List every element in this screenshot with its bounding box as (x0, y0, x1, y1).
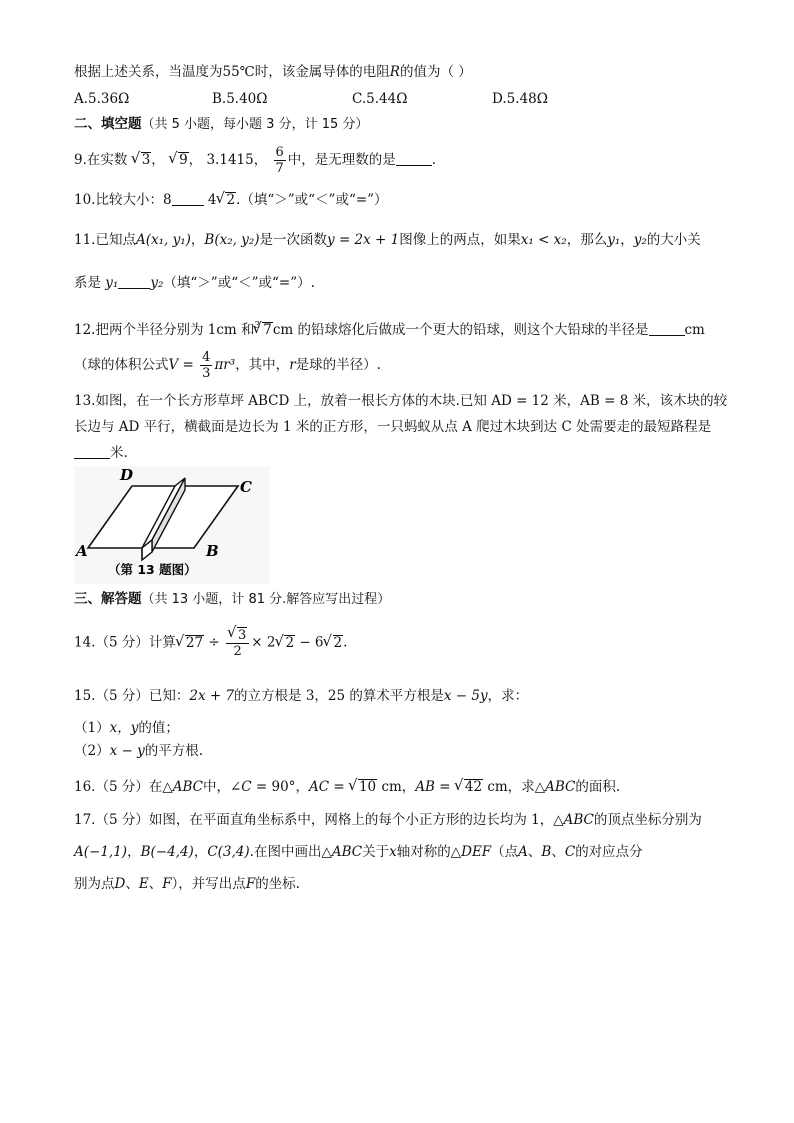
label-b: B (206, 542, 219, 560)
q17-text-i: ），并写出点 (171, 876, 246, 892)
q17-line3 (74, 874, 300, 894)
q9-prefix: 9.在实数 (74, 152, 128, 168)
q16-sqrt10-value: 10 (358, 779, 377, 795)
q8-stem (74, 62, 472, 82)
q12-answer-blank[interactable] (649, 321, 685, 336)
q14-times: × 2 (251, 634, 276, 651)
q12-text-c: ，其中， (235, 357, 290, 373)
q11-line2-y2: y₂ (150, 275, 164, 291)
q14-frac-sqrt3 (228, 627, 247, 643)
q17-text-d: 关于 (362, 844, 390, 860)
q17-line1 (74, 810, 702, 830)
q11-line2-prefix: 系是 (74, 275, 101, 291)
q14-end: . (343, 634, 348, 651)
q9-sqrt9-value: 9 (179, 152, 188, 168)
q16-eq1: = (329, 779, 349, 795)
q16-c: C (241, 779, 252, 795)
q11-y1: y₁ (607, 232, 621, 248)
q12-formula-rhs: πr³ (214, 357, 236, 373)
q16-abc: ABC (172, 779, 203, 795)
q8-stem-text: 根据上述关系，当温度为55℃时，该金属导体的电阻 (74, 64, 390, 80)
q17-c: C (564, 844, 576, 860)
q17-text-g: 的对应点分 (575, 844, 643, 860)
q11-text-e: 的大小关 (646, 232, 701, 248)
q16-ab: AB (415, 779, 435, 795)
q11-line2 (74, 273, 315, 293)
q14-minus: − 6 (299, 634, 324, 651)
q8-option-c: C.5.44Ω (352, 91, 408, 107)
q12-cuberoot-value: 7 (263, 322, 272, 338)
q17-e: E (138, 876, 149, 892)
q14-sqrt27 (176, 628, 204, 658)
q13-figure (74, 466, 270, 584)
q14-sqrt2a (275, 628, 295, 658)
q17-a: A (518, 844, 528, 860)
q17-b: B (541, 844, 552, 860)
q15-part1 (74, 718, 179, 738)
q12-text-a: 12.把两个半径分别为 1cm 和 (74, 322, 255, 338)
q8-tail: 的值为（ ） (399, 64, 472, 80)
q9-answer-blank[interactable] (396, 151, 432, 166)
q17-text-f: （点 (491, 844, 519, 860)
q15-part1-vars: x，y (109, 720, 139, 736)
q11-text-c: 图像上的两点，如果 (399, 232, 521, 248)
q13-line3 (74, 443, 128, 463)
q14-frac-num (226, 627, 249, 644)
q14-prefix: 14.（5 分）计算 (74, 634, 176, 651)
q12-formula-fraction (200, 350, 212, 381)
q17-dun4: 、 (148, 876, 163, 892)
q10-sqrt2-value: 2 (226, 192, 236, 208)
q17-abc2: ABC (331, 844, 363, 860)
q14 (74, 627, 347, 659)
q9-sqrt9 (169, 145, 189, 175)
q17-dun3: 、 (125, 876, 139, 892)
section2-title: 二、填空题 (74, 116, 142, 132)
section2-note: （共 5 小题，每小题 3 分，计 15 分） (141, 117, 369, 132)
q17-d: D (114, 876, 126, 892)
q15-text-b: 的立方根是 3，25 的算术平方根是 (234, 688, 444, 704)
q10-prefix: 10.比较大小：8 (74, 192, 172, 208)
q16-eq2: = (434, 779, 455, 795)
q11-sep: ， (620, 232, 634, 248)
q16-sqrt42-value: 42 (464, 779, 483, 795)
q17-point-b: B(−4,4) (140, 844, 194, 860)
q13-line3-text: 米. (110, 445, 128, 461)
q11-line2-y1: y₁ (105, 275, 119, 291)
q12-text-d: 是球的半径）. (295, 357, 381, 373)
q15-expr2: x − 5y (443, 688, 488, 704)
q12-formula-prefix: （球的体积公式 (74, 357, 169, 373)
q12-formula-lhs: V = (168, 357, 194, 373)
q10-four: 4 (207, 192, 217, 208)
q17-text-e: 轴对称的△ (396, 844, 462, 860)
q11-condition: x₁ < x₂ (520, 232, 567, 248)
q9-frac-num: 6 (275, 145, 284, 160)
q9-frac-den: 7 (275, 161, 284, 176)
q12-line2 (74, 350, 381, 381)
label-c: C (240, 478, 252, 496)
q16-sqrt42 (455, 777, 483, 797)
q17-dun1: 、 (527, 844, 542, 860)
q14-sqrt2b (324, 628, 344, 658)
q11-text-b: 是一次函数 (259, 232, 328, 248)
q11-y2: y₂ (633, 232, 647, 248)
q8-option-b: B.5.40Ω (212, 91, 268, 107)
q12-frac-den: 3 (202, 366, 211, 381)
q15-expr1: 2x + 7 (189, 688, 235, 704)
q17-dun2: 、 (551, 844, 565, 860)
figure-caption: （第 13 题图） (108, 562, 197, 577)
q16-sqrt10 (349, 777, 377, 797)
q10 (74, 190, 388, 210)
section2-heading (74, 114, 368, 135)
q9-sqrt3 (132, 145, 152, 175)
q15-text-c: ，求： (487, 688, 529, 704)
q17-f: F (162, 876, 172, 892)
q9-suffix: 中，是无理数的是 (287, 152, 396, 168)
q16-text-d: = 90°， (251, 779, 309, 795)
q16-abc2: ABC (545, 779, 576, 795)
q11-line1 (74, 230, 701, 250)
q17-line2: A(−1,1)，B(−4,4)，C(3,4).在图中画出△ABC关于x轴对称的△DEF（点A、B、C的对应点分 (74, 844, 643, 860)
q8-option-a: A.5.36Ω (74, 91, 130, 107)
q9-end: . (431, 152, 437, 168)
label-a: A (76, 542, 88, 560)
label-d: D (120, 466, 134, 484)
q13-answer-blank[interactable] (74, 444, 110, 459)
q14-sqrt2b-value: 2 (333, 634, 343, 651)
q11-line2-suffix: （填“＞”或“＜”或“=”）. (163, 275, 315, 291)
q16-text-a: 16.（5 分）在△ (74, 779, 173, 795)
q15-part2-text: 的平方根. (144, 743, 204, 759)
q9-decimal: 3.1415， (206, 152, 268, 168)
q16-text-g: 的面积. (575, 779, 621, 795)
q11-point-b: B(x₂, y₂) (204, 232, 260, 248)
q17-text-j: 的坐标. (255, 876, 300, 892)
q14-div: ÷ (208, 634, 220, 651)
section3-heading (74, 589, 390, 610)
q12-text-b: cm 的铅球熔化后做成一个更大的铅球，则这个大铅球的半径是 (272, 322, 649, 338)
q11-text-a: 11.已知点 (74, 232, 136, 248)
q12-line1 (74, 316, 705, 340)
q16-text-f: cm，求△ (483, 779, 546, 795)
q15-line1 (74, 686, 528, 706)
q17-abc: ABC (563, 812, 594, 828)
section3-title: 三、解答题 (74, 591, 142, 607)
q16-text-b: 中，∠ (202, 779, 242, 795)
q14-fraction (226, 627, 249, 659)
q14-sqrt27-value: 27 (185, 634, 204, 651)
q14-sqrt2a-value: 2 (285, 634, 295, 651)
q8-var-r: R (389, 64, 400, 80)
q9: 9.在实数 √ 3， √ 9， 3.1415， $\frac{6}{7}$ 中，是无理数的是 . (74, 145, 436, 176)
q8-option-d: D.5.48Ω (492, 91, 548, 107)
q13-line1: 13.如图，在一个长方形草坪 ABCD 上，放着一根长方体的木块.已知 AD = 12 米，AB = 8 米，该木块的较 (74, 393, 728, 409)
q11-answer-blank[interactable] (118, 274, 150, 289)
q12-frac-num: 4 (202, 350, 211, 365)
q12-unit: cm (684, 322, 705, 338)
q9-fraction (274, 145, 286, 176)
q15-part1-label: （1） (74, 720, 110, 736)
q12-cuberoot (253, 320, 273, 340)
q11-point-a: A(x₁, y₁) (135, 232, 191, 248)
q17-point-a: A(−1,1) (74, 844, 128, 860)
q14-frac-den: 2 (233, 644, 242, 659)
q11-comma: ， (190, 232, 205, 248)
q10-answer-blank[interactable] (172, 191, 204, 206)
q17-f2: F (245, 876, 256, 892)
q9-sqrt3-value: 3 (141, 152, 151, 168)
q11-text-d: ，那么 (566, 232, 608, 248)
q17-def: DEF (461, 844, 492, 860)
q15-part2-expr: x − y (109, 743, 145, 759)
q14-frac-sqrt3-value: 3 (237, 628, 247, 643)
q17-text-b: 的顶点坐标分别为 (593, 812, 702, 828)
q17-x: x (389, 844, 397, 860)
q15-part2 (74, 741, 203, 761)
q10-sqrt2 (216, 190, 236, 210)
q16-ac: AC (308, 779, 330, 795)
q12-r: r (289, 357, 296, 373)
q15-part2-label: （2） (74, 743, 110, 759)
q16 (74, 777, 620, 797)
q17-text-h: 别为点 (74, 876, 115, 892)
q17-text-a: 17.（5 分）如图，在平面直角坐标系中，网格上的每个小正方形的边长均为 1，△ (74, 812, 564, 828)
q15-part1-text: 的值； (138, 720, 179, 736)
q17-point-c: C(3,4) (207, 844, 250, 860)
q12-root-index: 3 (254, 321, 261, 331)
q16-text-e: cm， (377, 779, 416, 795)
q13-line2: 长边与 AD 平行，横截面是边长为 1 米的正方形，一只蚂蚁从点 A 爬过木块到达 C 处需要走的最短路程是 (74, 419, 712, 435)
q10-suffix: .（填“＞”或“＜”或“=”） (236, 192, 388, 208)
q15-text-a: 15.（5 分）已知： (74, 688, 190, 704)
q11-function: y = 2x + 1 (327, 232, 400, 248)
q17-text-c: .在图中画出△ (249, 844, 332, 860)
q13-figure-svg (74, 466, 270, 584)
section3-note: （共 13 小题，计 81 分.解答应写出过程） (141, 592, 391, 607)
